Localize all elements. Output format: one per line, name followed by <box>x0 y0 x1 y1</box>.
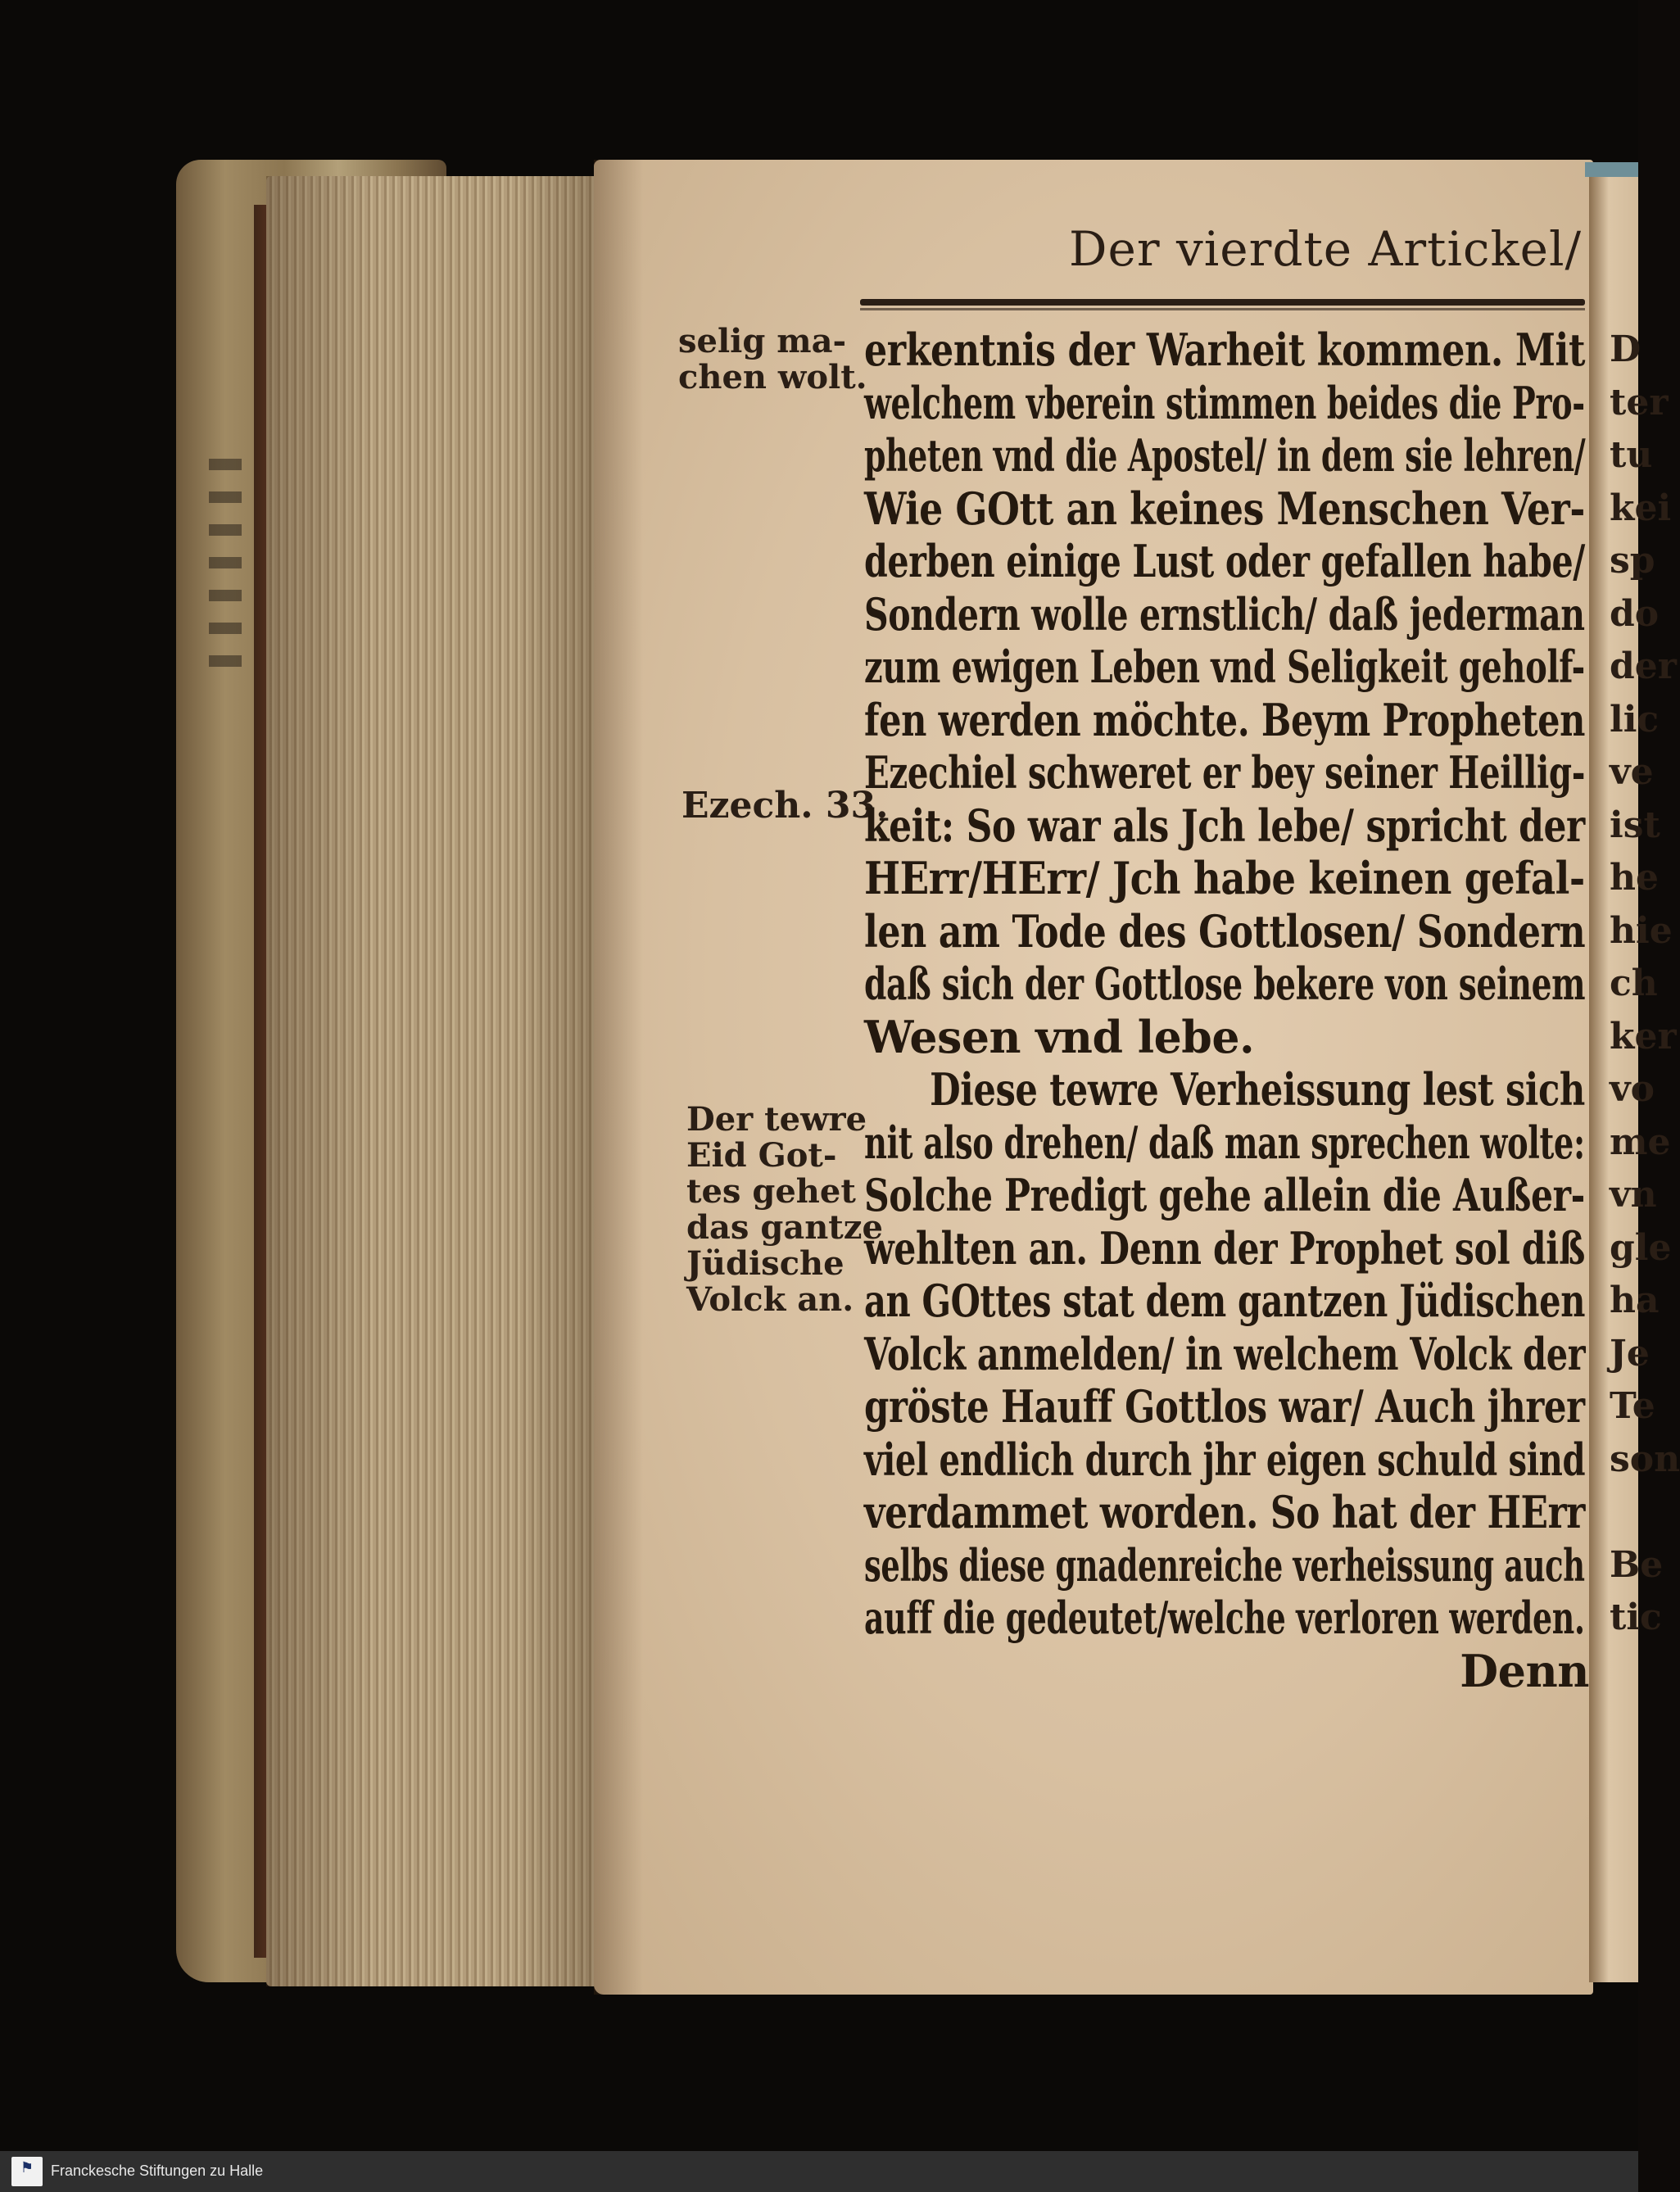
text-line: welchem vberein stimmen beides die Pro- <box>864 376 1585 429</box>
facing-page-fragment: hie <box>1610 909 1673 952</box>
text-line: pheten vnd die Apostel/ in dem sie lehren/ <box>864 429 1586 482</box>
facing-page-fragment: Be <box>1610 1543 1664 1586</box>
text-line: verdammet worden. So hat der HErr <box>864 1486 1585 1538</box>
text-line: Sondern wolle ernstlich/ daß jederman <box>864 587 1585 641</box>
text-line: Wie GOtt an keines Menschen Ver- <box>864 482 1585 535</box>
margin-note <box>686 1102 883 1318</box>
facing-page-fragment: D <box>1610 328 1642 370</box>
facing-page-fragment: ter <box>1610 381 1669 423</box>
text-line: viel endlich durch jhr eigen schuld sind <box>864 1433 1586 1486</box>
facing-page-fragment: vo <box>1610 1068 1655 1110</box>
text-line: Wesen vnd lebe. <box>864 1010 1255 1063</box>
text-line: an GOttes stat dem gantzen Jüdischen <box>864 1275 1586 1327</box>
text-line: derben einige Lust oder gefallen habe/ <box>864 535 1585 587</box>
text-line: gröste Hauff Gottlos war/ Auch jhrer <box>864 1380 1585 1433</box>
facing-page-fragment: Te <box>1610 1385 1655 1427</box>
margin-note-line: das gantze <box>686 1208 883 1247</box>
text-line: erkentnis der Warheit kommen. Mit <box>864 324 1586 376</box>
text-line: nit also drehen/ daß man sprechen wolte: <box>864 1116 1585 1169</box>
facing-page-fragment: vn <box>1610 1174 1657 1216</box>
head-rule <box>860 299 1585 306</box>
logo-emblem-icon: ⚑ <box>20 2159 34 2176</box>
text-line: wehlten an. Denn der Prophet sol diß <box>864 1221 1585 1275</box>
text-line: Solche Predigt gehe allein die Außer- <box>864 1169 1585 1221</box>
facing-page-fragment: do <box>1610 592 1660 635</box>
cover-wear <box>209 459 242 672</box>
text-line: zum ewigen Leben vnd Seligkeit geholf- <box>864 641 1585 693</box>
text-line: selbs diese gnadenreiche verheissung auch <box>864 1538 1585 1592</box>
facing-page-fragment: tic <box>1610 1596 1662 1638</box>
facing-page-fragment: der <box>1610 645 1677 687</box>
text-line: HErr/HErr/ Jch habe keinen gefal- <box>864 852 1585 904</box>
margin-note-line: Eid Got- <box>686 1136 837 1175</box>
margin-note-line: Volck an. <box>686 1280 854 1319</box>
facing-page-fragment: ker <box>1610 1015 1677 1058</box>
facing-page-fragment: ve <box>1610 751 1654 793</box>
catchword: Denn <box>1460 1644 1589 1697</box>
facing-page-fragment: ha <box>1610 1279 1660 1321</box>
text-line: Diese tewre Verheissung lest sich <box>930 1063 1585 1116</box>
facing-page-fragment: he <box>1610 857 1659 899</box>
text-line: keit: So war als Jch lebe/ spricht der <box>864 799 1585 852</box>
facing-page-fragment: me <box>1610 1121 1671 1163</box>
facing-page-fragment: ist <box>1610 804 1660 846</box>
facing-page-fragment: lic <box>1610 698 1660 740</box>
text-line: Ezechiel schweret er bey seiner Heillig- <box>864 746 1586 799</box>
text-line: daß sich der Gottlose bekere von seinem <box>864 958 1586 1010</box>
text-line: auff die gedeutet/welche verloren werden. <box>864 1592 1585 1644</box>
text-line: fen werden möchte. Beym Propheten <box>864 693 1586 746</box>
facing-page-fragment: Je <box>1610 1332 1650 1375</box>
facing-page-fragment: son <box>1610 1438 1680 1480</box>
margin-note-line: tes gehet <box>686 1172 856 1211</box>
facing-page-fragment: ch <box>1610 962 1658 1004</box>
body-text <box>864 324 1589 1697</box>
margin-note <box>678 324 867 396</box>
margin-note-reference <box>682 785 889 827</box>
facing-page-fragment: kei <box>1610 487 1672 529</box>
facing-page-fragment: sp <box>1610 540 1655 582</box>
margin-note-line: Jüdische <box>686 1244 845 1283</box>
facing-page-text <box>1610 324 1680 1645</box>
gutter-shadow <box>594 160 643 1995</box>
head-rule-thin <box>860 308 1585 310</box>
margin-note-line: chen wolt. <box>678 358 867 396</box>
page-ribbon <box>1585 162 1638 177</box>
text-line: len am Tode des Gottlosen/ Sondern <box>864 904 1586 958</box>
footer-label: Franckesche Stiftungen zu Halle <box>51 2163 264 2179</box>
facing-page-fragment <box>1610 1486 1638 1539</box>
facing-page-fragment: gle <box>1610 1226 1672 1269</box>
page-block-edges <box>266 176 618 1986</box>
facing-page-fragment: tu <box>1610 434 1653 476</box>
margin-note-line: selig ma- <box>678 322 847 360</box>
text-line: Volck anmelden/ in welchem Volck der <box>864 1327 1586 1380</box>
running-head: Der vierdte Artickel/ <box>1069 221 1583 277</box>
margin-note-line: Der tewre <box>686 1100 867 1139</box>
margin-note-line: Ezech. 33. <box>682 785 889 827</box>
